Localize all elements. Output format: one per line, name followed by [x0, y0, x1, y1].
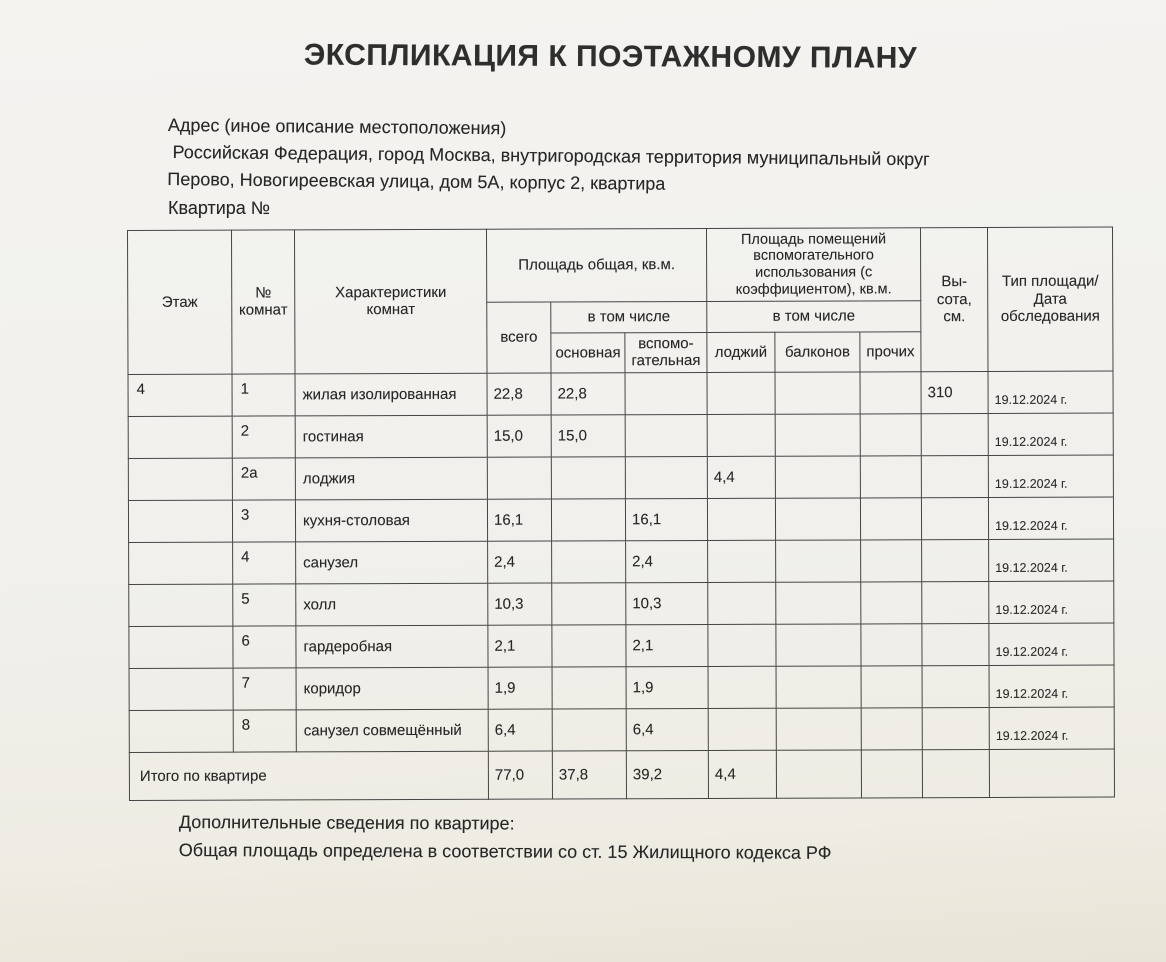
cell-auxiliary	[625, 456, 707, 498]
cell-loggia	[708, 666, 776, 708]
header-aux-area-group: Площадь помещений вспомогательного использования (с коэффициентом), кв.м.	[707, 228, 921, 302]
cell-floor: 4	[128, 374, 232, 416]
cell-room-number: 8	[233, 709, 296, 751]
cell-room-number: 5	[233, 583, 296, 625]
cell-date: 19.12.2024 г.	[989, 623, 1114, 665]
cell-height	[922, 623, 989, 665]
cell-loggia	[708, 708, 776, 750]
footer-notes	[179, 808, 1079, 868]
cell-other	[860, 497, 921, 539]
cell-floor	[128, 500, 232, 542]
header-total-area-group: Площадь общая, кв.м.	[486, 228, 706, 302]
cell-main	[552, 666, 626, 708]
page-title: ЭКСПЛИКАЦИЯ К ПОЭТАЖНОМУ ПЛАНУ	[303, 38, 918, 75]
table-row	[128, 413, 1113, 458]
cell-balcony	[775, 371, 860, 413]
table-body	[128, 371, 1115, 800]
cell-floor	[129, 626, 233, 668]
cell-characteristic: кухня-столовая	[295, 499, 487, 542]
cell-height	[922, 665, 989, 707]
cell-balcony	[776, 539, 861, 581]
cell-floor	[129, 542, 233, 584]
cell-other	[860, 455, 921, 497]
cell-floor	[129, 668, 233, 710]
totals-main: 37,8	[552, 750, 626, 798]
cell-main	[551, 456, 625, 498]
cell-room-number: 7	[233, 667, 296, 709]
table-row	[128, 497, 1113, 542]
cell-balcony	[775, 455, 860, 497]
cell-balcony	[775, 413, 860, 455]
cell-loggia	[707, 414, 775, 456]
cell-other	[860, 371, 921, 413]
cell-auxiliary: 10,3	[626, 582, 708, 624]
cell-main	[551, 498, 625, 540]
cell-date: 19.12.2024 г.	[989, 539, 1114, 581]
header-characteristics: Характеристики комнат	[295, 229, 487, 373]
totals-balcony	[776, 749, 861, 797]
cell-date: 19.12.2024 г.	[989, 707, 1114, 749]
cell-total: 22,8	[487, 373, 551, 415]
cell-other	[861, 539, 922, 581]
cell-balcony	[776, 581, 861, 623]
totals-date	[989, 749, 1114, 797]
cell-date: 19.12.2024 г.	[989, 581, 1114, 623]
cell-date: 19.12.2024 г.	[988, 413, 1113, 455]
cell-date: 19.12.2024 г.	[988, 371, 1113, 413]
address-block	[167, 112, 1048, 201]
header-type-date: Тип площади/ Дата обследования	[988, 227, 1114, 371]
cell-total	[487, 457, 551, 499]
cell-balcony	[776, 665, 861, 707]
cell-characteristic: санузел	[296, 541, 488, 584]
cell-height: 310	[921, 371, 988, 413]
cell-loggia	[707, 372, 775, 414]
totals-height	[922, 749, 989, 797]
cell-total: 10,3	[488, 583, 552, 625]
cell-main	[552, 540, 626, 582]
totals-loggia: 4,4	[708, 750, 776, 798]
cell-total: 2,1	[488, 625, 552, 667]
footer-note-2: Общая площадь определена в соответствии со ст. 15 Жилищного кодекса РФ	[178, 839, 832, 863]
cell-height	[921, 413, 988, 455]
totals-total: 77,0	[488, 751, 552, 799]
cell-main: 22,8	[551, 372, 625, 414]
cell-height	[922, 539, 989, 581]
cell-floor	[129, 584, 233, 626]
header-including-aux: в том числе	[707, 301, 921, 333]
table-header	[128, 227, 1114, 374]
cell-main: 15,0	[551, 414, 625, 456]
cell-auxiliary	[625, 414, 707, 456]
cell-height	[922, 581, 989, 623]
cell-other	[861, 665, 922, 707]
cell-characteristic: санузел совмещённый	[296, 709, 488, 752]
cell-other	[861, 707, 922, 749]
header-auxiliary: вспомо- гательная	[625, 332, 707, 372]
cell-loggia	[707, 498, 775, 540]
header-other: прочих	[860, 332, 921, 372]
cell-characteristic: гостиная	[295, 415, 487, 458]
cell-other	[861, 581, 922, 623]
table-row	[128, 455, 1113, 500]
table-row	[129, 707, 1114, 752]
cell-room-number: 6	[233, 625, 296, 667]
table-row	[128, 371, 1113, 416]
cell-loggia	[708, 582, 776, 624]
cell-auxiliary: 16,1	[625, 498, 707, 540]
cell-height	[922, 707, 989, 749]
totals-auxiliary: 39,2	[626, 750, 708, 798]
header-including: в том числе	[551, 301, 707, 333]
cell-total: 2,4	[488, 541, 552, 583]
header-balconies: балконов	[775, 332, 860, 372]
cell-auxiliary: 2,1	[626, 624, 708, 666]
cell-main	[552, 624, 626, 666]
totals-row	[129, 749, 1114, 800]
cell-total: 16,1	[487, 499, 551, 541]
cell-auxiliary: 2,4	[626, 540, 708, 582]
cell-floor	[128, 416, 232, 458]
cell-total: 6,4	[488, 709, 552, 751]
cell-characteristic: гардеробная	[296, 625, 488, 668]
cell-loggia	[708, 540, 776, 582]
cell-date: 19.12.2024 г.	[988, 455, 1113, 497]
cell-balcony	[776, 707, 861, 749]
cell-loggia: 4,4	[707, 456, 775, 498]
cell-characteristic: холл	[296, 583, 488, 626]
cell-room-number: 4	[233, 541, 296, 583]
cell-room-number: 2а	[232, 457, 295, 499]
table-row	[129, 623, 1114, 668]
cell-auxiliary: 6,4	[626, 708, 708, 750]
table-row	[129, 665, 1114, 710]
cell-characteristic: лоджия	[295, 457, 487, 500]
cell-height	[921, 455, 988, 497]
address-label: Адрес (иное описание местоположения)	[167, 114, 507, 139]
header-floor: Этаж	[128, 230, 233, 374]
cell-characteristic: жилая изолированная	[295, 373, 487, 416]
cell-other	[861, 623, 922, 665]
header-loggias: лоджий	[707, 332, 775, 372]
cell-characteristic: коридор	[296, 667, 488, 710]
cell-loggia	[708, 624, 776, 666]
cell-main	[552, 582, 626, 624]
explication-table-wrap	[127, 227, 1114, 801]
cell-other	[860, 413, 921, 455]
cell-total: 1,9	[488, 667, 552, 709]
cell-floor	[128, 458, 232, 500]
cell-balcony	[775, 497, 860, 539]
header-height: Вы- сота, см.	[921, 227, 989, 371]
cell-main	[552, 708, 626, 750]
table-row	[129, 539, 1114, 584]
cell-height	[921, 497, 988, 539]
cell-room-number: 1	[232, 373, 295, 415]
cell-auxiliary	[625, 372, 707, 414]
cell-date: 19.12.2024 г.	[989, 665, 1114, 707]
cell-date: 19.12.2024 г.	[988, 497, 1113, 539]
totals-label: Итого по квартире	[129, 751, 488, 800]
totals-other	[861, 749, 922, 797]
cell-auxiliary: 1,9	[626, 666, 708, 708]
explication-table	[127, 227, 1115, 801]
cell-room-number: 3	[232, 499, 295, 541]
address-line-2: Перово, Новогиреевская улица, дом 5А, корпус 2, квартира	[167, 168, 666, 194]
footer-note-1: Дополнительные сведения по квартире:	[178, 811, 515, 834]
cell-total: 15,0	[487, 415, 551, 457]
header-room-number: № комнат	[232, 230, 296, 374]
table-row	[129, 581, 1114, 626]
header-total: всего	[487, 302, 551, 373]
address-line-1: Российская Федерация, город Москва, внутригородская территория муниципальный округ	[167, 141, 930, 170]
apartment-number-label: Квартира №	[168, 198, 271, 218]
cell-balcony	[776, 623, 861, 665]
cell-floor	[129, 710, 233, 752]
header-main: основная	[551, 333, 625, 373]
cell-room-number: 2	[232, 415, 295, 457]
